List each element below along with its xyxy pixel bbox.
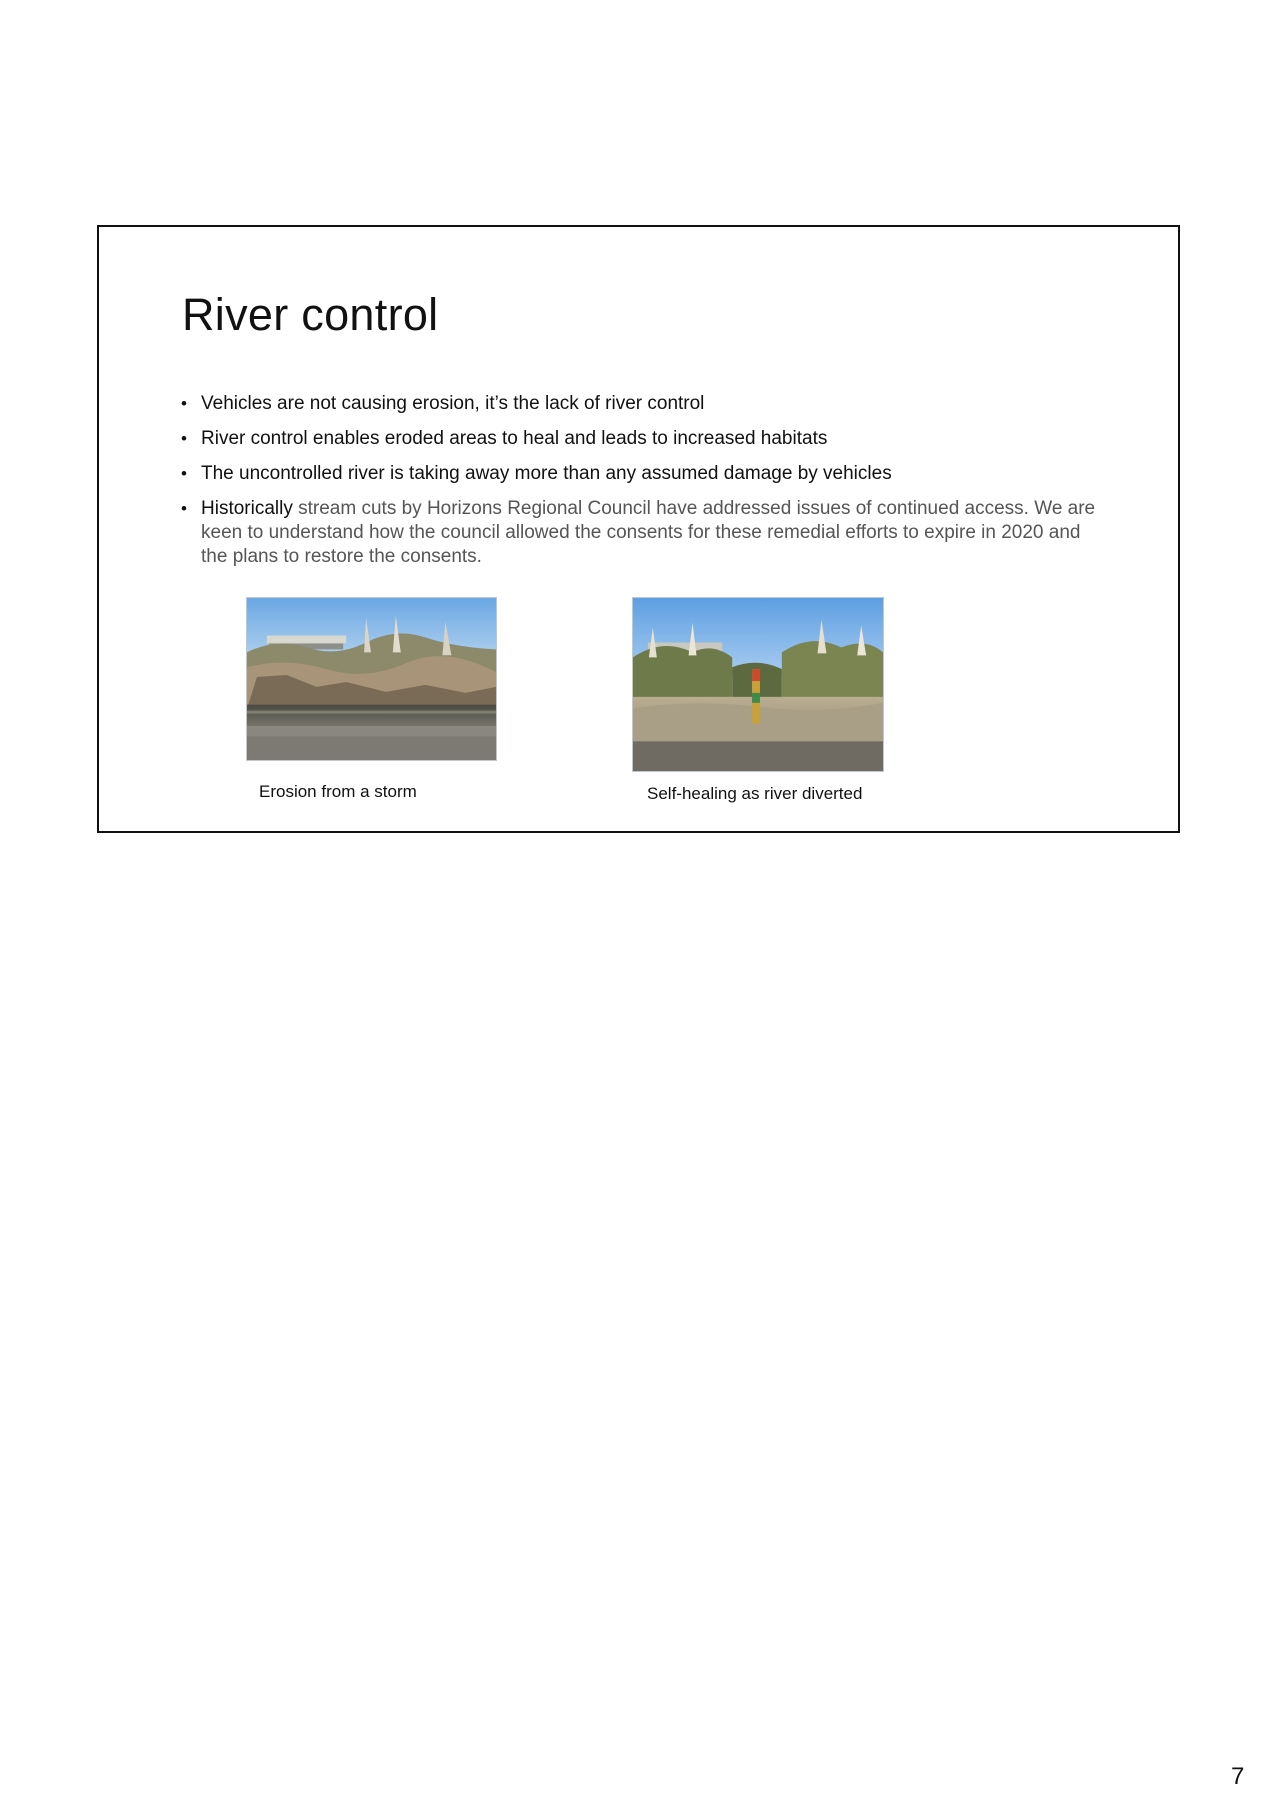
- eroded-riverbank-photo: [246, 597, 497, 761]
- page-number: 7: [1231, 1763, 1245, 1790]
- eroded-riverbank-illustration: [247, 598, 496, 760]
- bullet-dot: •: [181, 429, 187, 448]
- bullet-rest-text: stream cuts by Horizons Regional Council have addressed issues of continued access. We are keen to understand how the council allowed the consents for these remedial efforts to expire in 2020 and the plans to restore the consents.: [201, 498, 1096, 567]
- slide-title: River control: [182, 289, 439, 340]
- bullet-dot: •: [181, 464, 187, 483]
- bullet-item-2: [181, 427, 1111, 451]
- bullet-item-3: [181, 462, 1111, 486]
- bullet-dot: •: [181, 394, 187, 413]
- bullet-text: River control enables eroded areas to heal and leads to increased habitats: [201, 428, 828, 449]
- slide-frame: [97, 225, 1180, 833]
- bullet-item-1: [181, 392, 1111, 416]
- bullet-dot: •: [181, 499, 187, 518]
- bullet-item-4: [181, 497, 1111, 569]
- healing-dunes-photo: [632, 597, 884, 772]
- bullet-text: Vehicles are not causing erosion, it’s the lack of river control: [201, 393, 705, 414]
- healing-dunes-illustration: [633, 598, 883, 771]
- healing-photo-caption: Self-healing as river diverted: [647, 784, 863, 803]
- bullet-text: The uncontrolled river is taking away more than any assumed damage by vehicles: [201, 463, 892, 484]
- erosion-photo-caption: Erosion from a storm: [259, 782, 417, 801]
- bullet-lead-text: Historically: [201, 498, 299, 519]
- bullet-list: [181, 392, 1111, 580]
